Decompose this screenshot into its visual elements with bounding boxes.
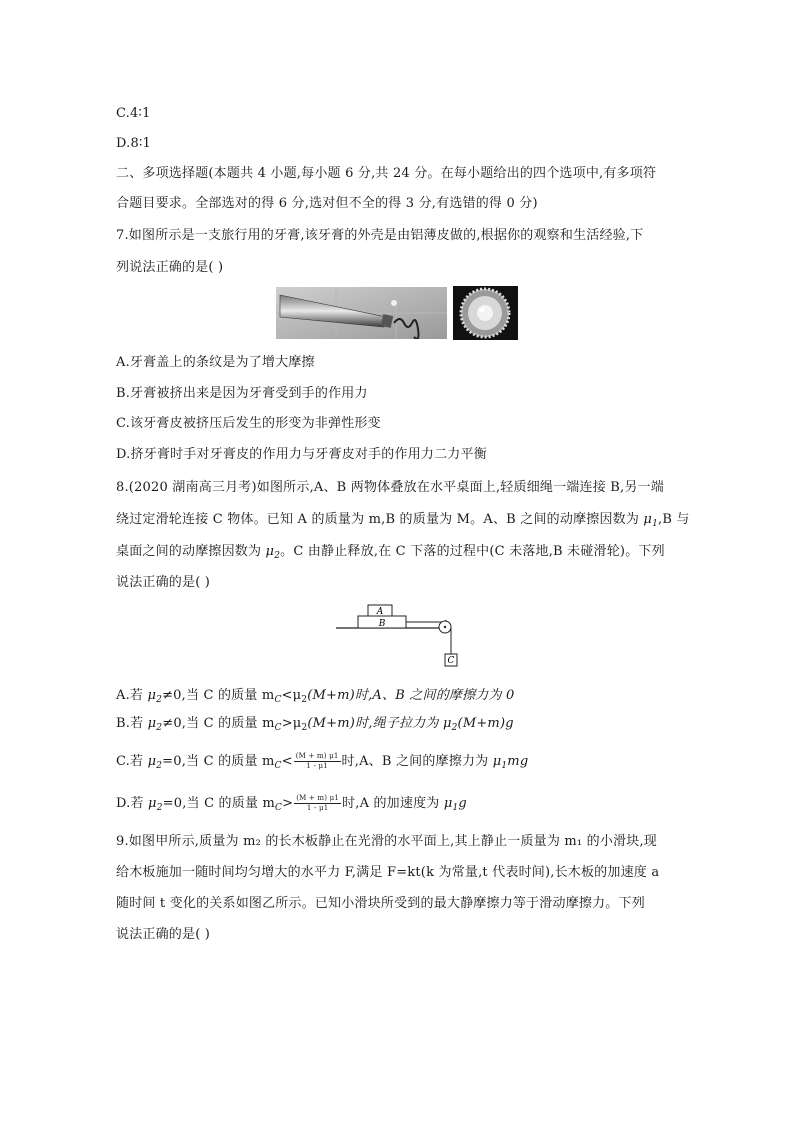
svg-text:C: C xyxy=(447,656,455,666)
q8-stem-line4: 说法正确的是( ) xyxy=(116,575,211,590)
q9-stem-line3: 随时间 t 变化的关系如图乙所示。已知小滑块所受到的最大静摩擦力等于滑动摩擦力。下列 xyxy=(116,896,645,911)
q8-option-c: C.若 $\mu_2=0$,当 C 的质量 $m_C<$ $\frac{(M + m) \mu 1}{1 - \mu 1}$ 时,A、B 之间的摩擦力为 $\mu_1mg$ xyxy=(116,752,529,771)
q7-option-a: A.牙膏盖上的条纹是为了增大摩擦 xyxy=(116,355,315,370)
toothpaste-cap-photo xyxy=(453,286,518,340)
svg-text:B: B xyxy=(378,619,386,629)
toothpaste-photo xyxy=(276,287,447,339)
mu2-symbol: $\mu_2$ xyxy=(265,544,281,561)
mu1-symbol: $\mu_1$ xyxy=(643,512,658,529)
section2-header-line1: 二、多项选择题(本题共 4 小题,每小题 6 分,共 24 分。在每小题给出的四个选项中,有多项符 xyxy=(116,166,657,181)
q7-option-d: D.挤牙膏时手对牙膏皮的作用力与牙膏皮对手的作用力二力平衡 xyxy=(116,447,487,462)
svg-text:A: A xyxy=(376,607,384,617)
q8-pulley-diagram xyxy=(336,600,462,672)
section2-header-line2: 合题目要求。全部选对的得 6 分,选对但不全的得 3 分,有选错的得 0 分) xyxy=(116,196,538,211)
q9-stem-line2: 给木板施加一随时间均匀增大的水平力 F,满足 F=kt(k 为常量,t 代表时间),长木板的加速度 a xyxy=(116,865,660,880)
q8-option-a: A.若 $\mu_2\ne 0$,当 C 的质量 $m_C<\mu_2(M+m)$时,A、B 之间的摩擦力为 0 xyxy=(116,688,515,705)
mass-fraction: $\frac{(M + m) \mu 1}{1 - \mu 1}$ xyxy=(296,794,340,812)
q8-option-b: B.若 $\mu_2\ne 0$,当 C 的质量 $m_C>\mu_2(M+m)$时,绳子拉力为 $\mu_2(M+m)g$ xyxy=(116,716,514,733)
q7-option-c: C.该牙膏皮被挤压后发生的形变为非弹性形变 xyxy=(116,416,381,431)
q7-option-b: B.牙膏被挤出来是因为牙膏受到手的作用力 xyxy=(116,386,368,401)
q9-stem-line1: 9.如图甲所示,质量为 m₂ 的长木板静止在光滑的水平面上,其上静止一质量为 m₁ 的小滑块,现 xyxy=(116,834,658,849)
q8-stem-line2-text: 绕过定滑轮连接 C 物体。已知 A 的质量为 m,B 的质量为 M。A、B 之间的动摩擦因数为 xyxy=(116,512,640,527)
q8-stem-line1: 8.(2020 湖南高三月考)如图所示,A、B 两物体叠放在水平桌面上,轻质细绳一端连接 B,另一端 xyxy=(116,480,664,495)
q8-stem-line3 xyxy=(116,544,665,564)
prev-option-c: C.4∶1 xyxy=(116,106,151,121)
q8-stem-line2-tail: ,B 与 xyxy=(658,512,690,527)
q7-stem-line2: 列说法正确的是( ) xyxy=(116,260,224,275)
q8-option-d: D.若 $\mu_2=0$,当 C 的质量 $m_C>$ $\frac{(M + m) \mu 1}{1 - \mu 1}$ 时,A 的加速度为 $\mu_1g$ xyxy=(116,794,467,813)
prev-option-d: D.8∶1 xyxy=(116,136,152,151)
q8-stem-line2 xyxy=(116,512,690,532)
q8-stem-line3-tail: 。C 由静止释放,在 C 下落的过程中(C 未落地,B 未碰滑轮)。下列 xyxy=(280,544,665,559)
q9-stem-line4: 说法正确的是( ) xyxy=(116,927,211,942)
q7-stem-line1: 7.如图所示是一支旅行用的牙膏,该牙膏的外壳是由铝薄皮做的,根据你的观察和生活经验,下 xyxy=(116,228,644,243)
q8-stem-line3-text: 桌面之间的动摩擦因数为 xyxy=(116,544,262,559)
mass-fraction: $\frac{(M + m) \mu 1}{1 - \mu 1}$ xyxy=(295,752,339,770)
